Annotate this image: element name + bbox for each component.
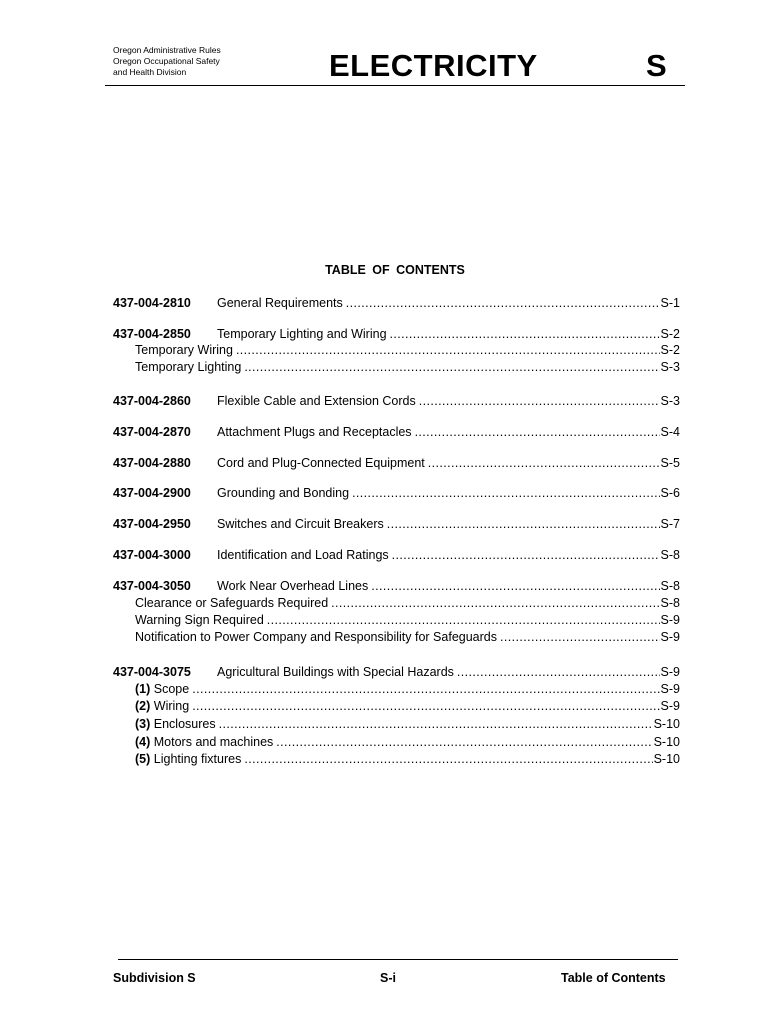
page-title: ELECTRICITY <box>329 48 538 83</box>
footer-page-number: S-i <box>380 971 396 985</box>
dot-leader <box>244 751 652 767</box>
dot-leader <box>346 295 660 311</box>
page-ref: S-7 <box>660 517 680 531</box>
page-ref: S-2 <box>660 343 680 357</box>
dot-leader <box>219 716 653 732</box>
rule-number: 437-004-3050 <box>113 579 191 593</box>
toc-entry[interactable] <box>113 547 680 563</box>
agency-line: Oregon Administrative Rules <box>113 45 221 55</box>
dot-leader <box>192 698 659 714</box>
page-ref: S-2 <box>660 327 680 341</box>
entry-title: Grounding and Bonding <box>217 486 350 500</box>
toc-entry[interactable] <box>113 485 680 501</box>
toc-subentry[interactable] <box>135 716 680 732</box>
item-marker: (1) <box>135 682 151 696</box>
rule-number: 437-004-2900 <box>113 486 191 500</box>
toc-subentry[interactable] <box>135 595 680 611</box>
page-ref: S-9 <box>660 665 680 679</box>
page-ref: S-4 <box>660 425 680 439</box>
toc-entry[interactable] <box>113 393 680 409</box>
page-ref: S-8 <box>660 579 680 593</box>
entry-title: Attachment Plugs and Receptacles <box>217 425 412 439</box>
dot-leader <box>192 681 659 697</box>
footer-subdivision: Subdivision S <box>113 971 196 985</box>
toc-subentry[interactable] <box>135 629 680 645</box>
entry-title: Flexible Cable and Extension Cords <box>217 394 416 408</box>
toc-entry[interactable] <box>113 424 680 440</box>
toc-subentry[interactable] <box>135 612 680 628</box>
dot-leader <box>428 455 660 471</box>
agency-line: Oregon Occupational Safety <box>113 56 220 66</box>
page-ref: S-3 <box>660 394 680 408</box>
rule-number: 437-004-2950 <box>113 517 191 531</box>
item-label: Motors and machines <box>153 735 274 749</box>
toc-subentry[interactable] <box>135 342 680 358</box>
toc-entry[interactable] <box>113 664 680 680</box>
entry-title: Notification to Power Company and Responsibility for Safeguards <box>135 630 497 644</box>
dot-leader <box>419 393 660 409</box>
toc-subentry[interactable] <box>135 359 680 375</box>
toc-subentry[interactable] <box>135 751 680 767</box>
entry-title: Temporary Lighting and Wiring <box>217 327 387 341</box>
page-ref: S-10 <box>653 735 680 749</box>
page-ref: S-9 <box>660 613 680 627</box>
toc-subentry[interactable] <box>135 734 680 750</box>
toc-entry[interactable] <box>113 455 680 471</box>
rule-number: 437-004-3000 <box>113 548 191 562</box>
rule-number: 437-004-2880 <box>113 456 191 470</box>
entry-title <box>135 681 189 697</box>
page-ref: S-6 <box>660 486 680 500</box>
item-marker: (2) <box>135 699 151 713</box>
toc-entry[interactable] <box>113 326 680 342</box>
entry-title: General Requirements <box>217 296 343 310</box>
toc-subentry[interactable] <box>135 698 680 714</box>
entry-title: Agricultural Buildings with Special Hazards <box>217 665 454 679</box>
dot-leader <box>352 485 659 501</box>
dot-leader <box>267 612 660 628</box>
footer-divider <box>118 959 678 960</box>
header-divider <box>105 85 685 86</box>
rule-number: 437-004-2810 <box>113 296 191 310</box>
dot-leader <box>276 734 652 750</box>
dot-leader <box>244 359 659 375</box>
entry-title: Work Near Overhead Lines <box>217 579 369 593</box>
item-marker: (5) <box>135 752 151 766</box>
toc-entry[interactable] <box>113 295 680 311</box>
entry-title <box>135 734 273 750</box>
toc-entry[interactable] <box>113 578 680 594</box>
entry-title <box>135 716 216 732</box>
item-marker: (3) <box>135 717 151 731</box>
rule-number: 437-004-3075 <box>113 665 191 679</box>
toc-subentry[interactable] <box>135 681 680 697</box>
toc-heading: TABLE OF CONTENTS <box>325 263 465 277</box>
page-ref: S-9 <box>660 682 680 696</box>
item-label: Lighting fixtures <box>153 752 242 766</box>
page-ref: S-9 <box>660 699 680 713</box>
rule-number: 437-004-2870 <box>113 425 191 439</box>
entry-title: Cord and Plug-Connected Equipment <box>217 456 425 470</box>
dot-leader <box>457 664 660 680</box>
entry-title <box>135 751 241 767</box>
entry-title: Warning Sign Required <box>135 613 264 627</box>
rule-number: 437-004-2850 <box>113 327 191 341</box>
entry-title: Switches and Circuit Breakers <box>217 517 384 531</box>
entry-title: Temporary Wiring <box>135 343 233 357</box>
entry-title: Temporary Lighting <box>135 360 242 374</box>
item-label: Enclosures <box>153 717 216 731</box>
page-ref: S-9 <box>660 630 680 644</box>
rule-number: 437-004-2860 <box>113 394 191 408</box>
entry-title <box>135 698 189 714</box>
page-ref: S-5 <box>660 456 680 470</box>
page-ref: S-10 <box>653 752 680 766</box>
agency-name <box>113 45 221 78</box>
dot-leader <box>371 578 659 594</box>
page-ref: S-8 <box>660 596 680 610</box>
dot-leader <box>236 342 660 358</box>
dot-leader <box>500 629 660 645</box>
subdivision-letter: S <box>646 48 667 83</box>
item-label: Wiring <box>153 699 190 713</box>
toc-entry[interactable] <box>113 516 680 532</box>
dot-leader <box>415 424 660 440</box>
item-label: Scope <box>153 682 190 696</box>
footer-section-title: Table of Contents <box>561 971 666 985</box>
item-marker: (4) <box>135 735 151 749</box>
entry-title: Clearance or Safeguards Required <box>135 596 329 610</box>
page-ref: S-8 <box>660 548 680 562</box>
dot-leader <box>392 547 660 563</box>
entry-title: Identification and Load Ratings <box>217 548 389 562</box>
dot-leader <box>390 326 660 342</box>
dot-leader <box>387 516 660 532</box>
dot-leader <box>331 595 659 611</box>
agency-line: and Health Division <box>113 67 187 77</box>
page-ref: S-1 <box>660 296 680 310</box>
page-ref: S-3 <box>660 360 680 374</box>
page-ref: S-10 <box>653 717 680 731</box>
